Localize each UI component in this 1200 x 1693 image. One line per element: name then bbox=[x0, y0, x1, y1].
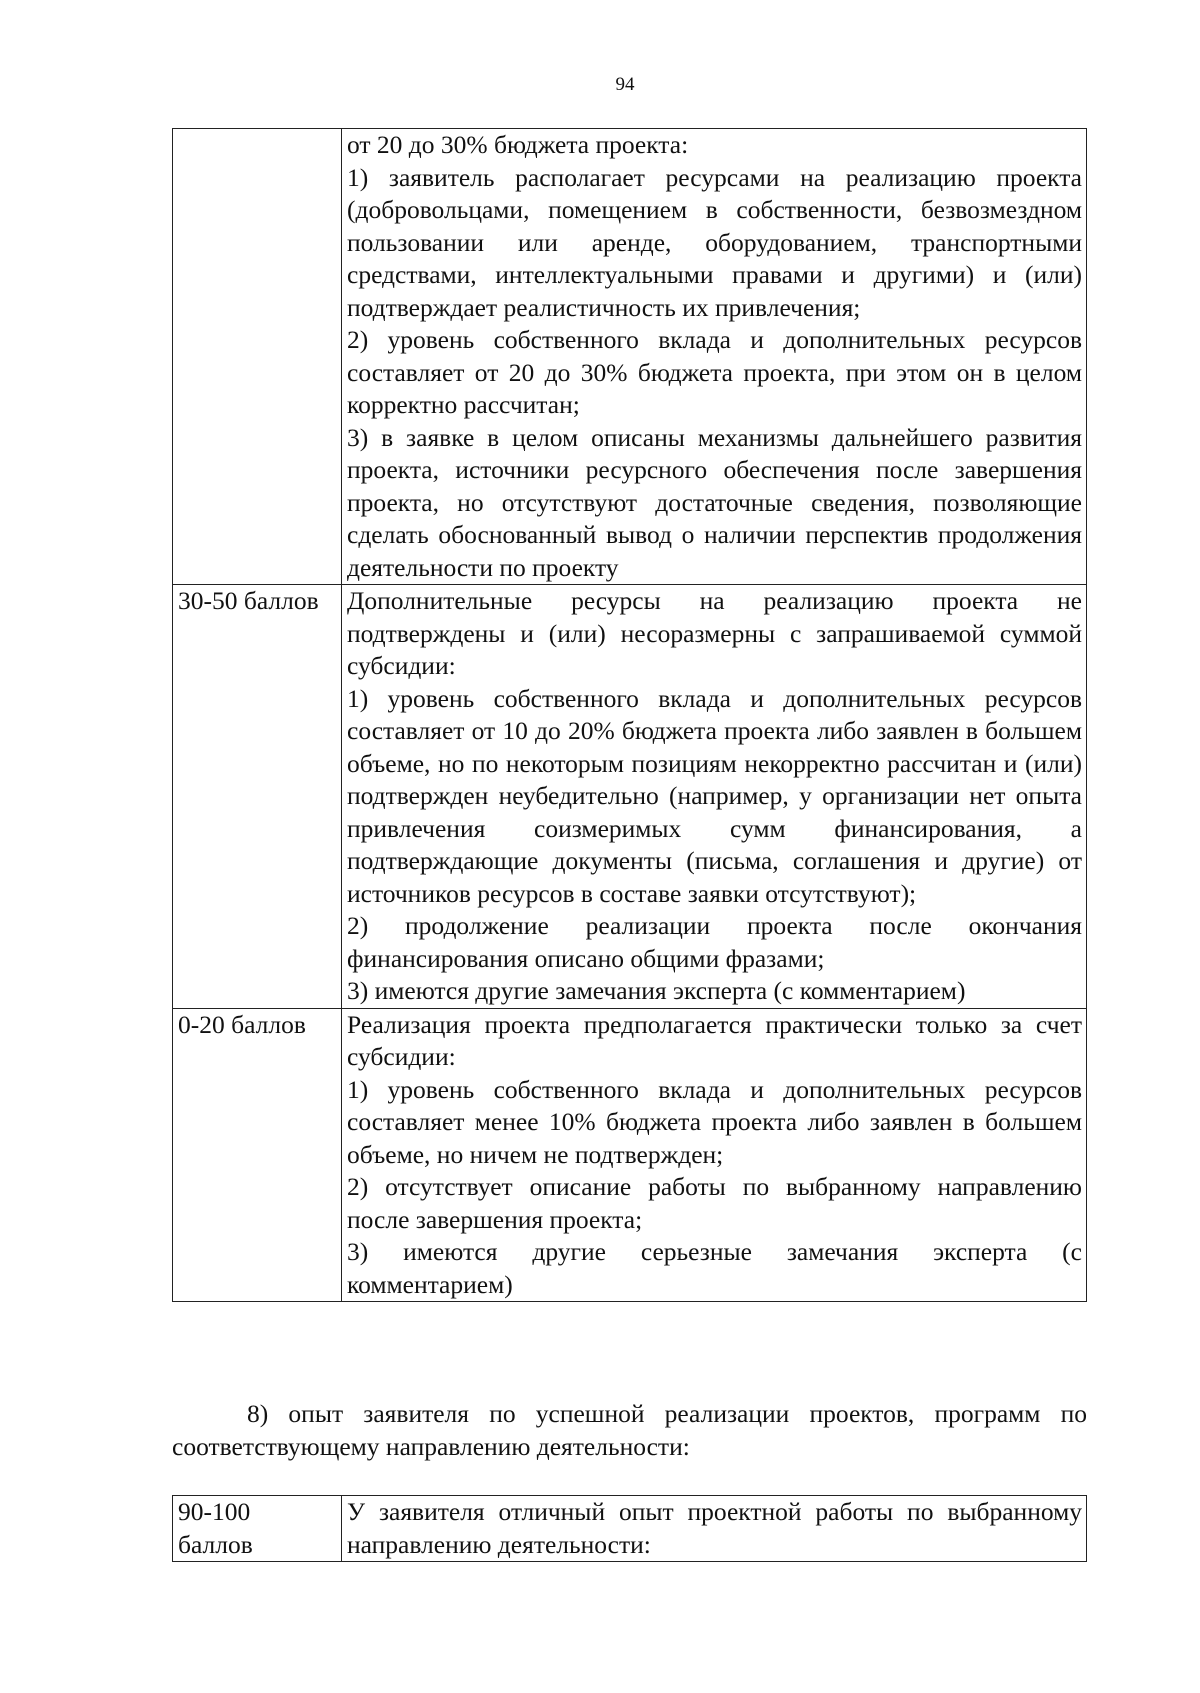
page-number: 94 bbox=[615, 74, 635, 95]
criteria-line: 2) отсутствует описание работы по выбранному направлению после завершения проекта; bbox=[347, 1172, 1082, 1234]
criteria-line: 3) имеются другие серьезные замечания эксперта (с комментарием) bbox=[347, 1237, 1082, 1299]
scoring-table bbox=[172, 128, 1087, 1302]
criteria-line: У заявителя отличный опыт проектной работы по выбранному направлению деятельности: bbox=[347, 1497, 1082, 1559]
score-label: 30-50 баллов bbox=[178, 586, 319, 615]
criteria-line: Дополнительные ресурсы на реализацию проекта не подтверждены и (или) несоразмерны с запрашиваемой суммой субсидии: bbox=[347, 586, 1082, 680]
score-cell bbox=[173, 129, 342, 585]
score-label: 90-100 bbox=[178, 1497, 251, 1526]
criteria-cell bbox=[342, 129, 1087, 585]
criteria-line: 1) уровень собственного вклада и дополнительных ресурсов составляет менее 10% бюджета проекта либо заявлен в большем объеме, но ничем не подтвержден; bbox=[347, 1074, 1082, 1169]
table-row bbox=[173, 585, 1087, 1009]
score-cell bbox=[173, 1496, 342, 1562]
score-label: 0-20 баллов bbox=[178, 1009, 306, 1039]
criteria-cell bbox=[342, 1496, 1087, 1562]
criteria-line: 2) продолжение реализации проекта после окончания финансирования описано общими фразами; bbox=[347, 911, 1082, 973]
score-cell bbox=[173, 1008, 342, 1302]
criteria-line: 1) уровень собственного вклада и дополнительных ресурсов составляет от 10 до 20% бюджета проекта либо заявлен в большем объеме, но по некоторым позициям некорректно рассчитан и (или) подтвержден неубедительно (например, у организации нет опыта привлечения соизмеримых сумм финансирования, а подтверждающие документы (письма, соглашения и другие) от источников ресурсов в составе заявки отсутствуют); bbox=[347, 683, 1082, 908]
criteria-line: 2) уровень собственного вклада и дополнительных ресурсов составляет от 20 до 30% бюджета проекта, при этом он в целом корректно рассчитан; bbox=[347, 325, 1082, 419]
experience-scoring-table bbox=[172, 1495, 1087, 1562]
table-row bbox=[173, 1008, 1087, 1302]
criteria-line: от 20 до 30% бюджета проекта: bbox=[347, 130, 689, 159]
criteria-cell bbox=[342, 585, 1087, 1009]
criteria-line: 3) в заявке в целом описаны механизмы дальнейшего развития проекта, источники ресурсного обеспечения после завершения проекта, но отсутствуют достаточные сведения, позволяющие сделать обоснованный вывод о наличии перспектив продолжения деятельности по проекту bbox=[347, 422, 1082, 582]
section-paragraph: 8) опыт заявителя по успешной реализации проектов, программ по соответствующему направлению деятельности: bbox=[172, 1399, 1087, 1461]
score-cell bbox=[173, 585, 342, 1009]
criteria-line: Реализация проекта предполагается практически только за счет субсидии: bbox=[347, 1009, 1082, 1071]
table-row bbox=[173, 1496, 1087, 1562]
score-label: баллов bbox=[178, 1529, 253, 1559]
criteria-line: 1) заявитель располагает ресурсами на реализацию проекта (добровольцами, помещением в собственности, безвозмездном пользовании или аренде, оборудованием, транспортными средствами, интеллектуальными правами и другими) и (или) подтверждает реалистичность их привлечения; bbox=[347, 162, 1082, 322]
criteria-cell bbox=[342, 1008, 1087, 1302]
criteria-line: 3) имеются другие замечания эксперта (с комментарием) bbox=[347, 976, 966, 1005]
table-row bbox=[173, 129, 1087, 585]
